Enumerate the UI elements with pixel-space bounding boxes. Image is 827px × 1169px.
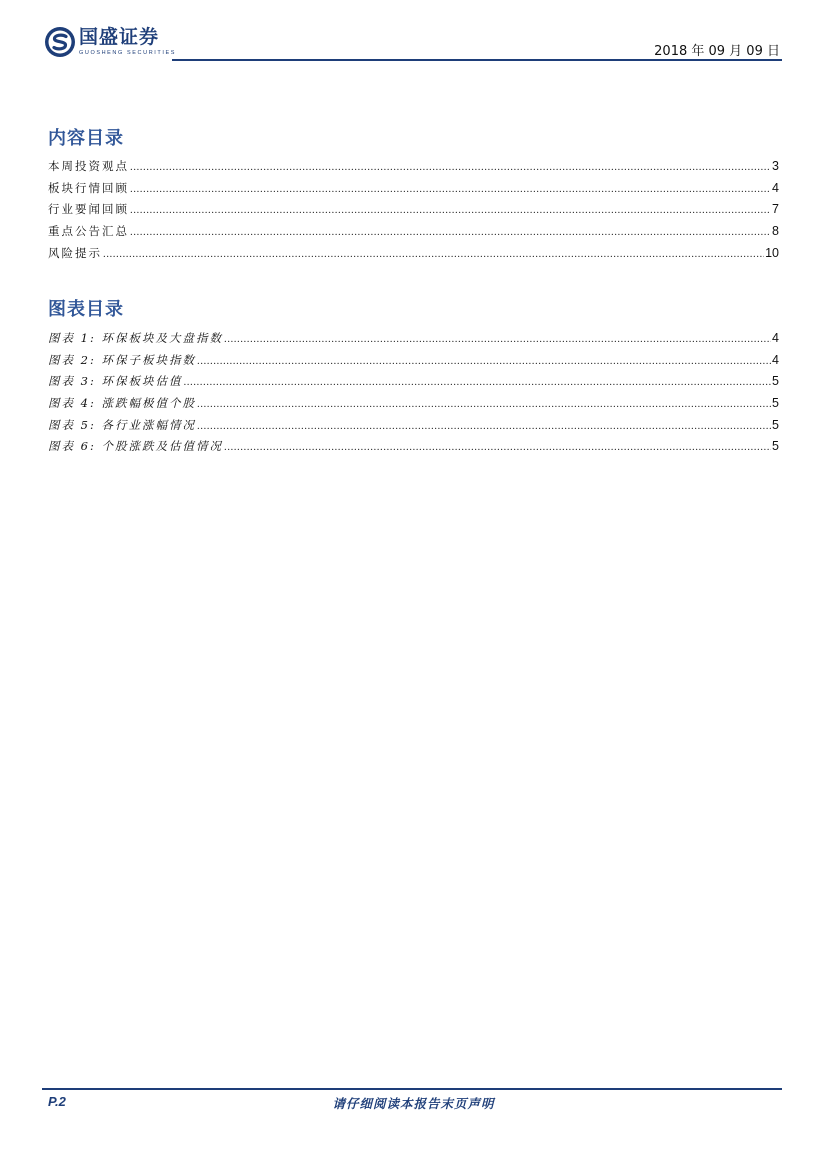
footer-divider <box>42 1088 782 1090</box>
toc-item[interactable] <box>48 201 779 223</box>
company-logo <box>44 26 176 58</box>
toc-item-label: 重点公告汇总 <box>48 224 129 239</box>
figures-list <box>48 330 779 460</box>
toc-item-page: 3 <box>772 159 779 173</box>
footer-disclaimer: 请仔细阅读本报告末页声明 <box>332 1096 495 1111</box>
page-header <box>42 26 782 62</box>
figure-item[interactable] <box>48 352 779 374</box>
toc-item-page: 8 <box>772 224 779 239</box>
figure-item[interactable] <box>48 417 779 439</box>
figure-item-label: 图表 4: 涨跌幅极值个股 <box>48 396 197 411</box>
footer-page-number: P.2 <box>48 1094 66 1109</box>
figure-item[interactable] <box>48 373 779 395</box>
figure-item-label: 图表 2: 环保子板块指数 <box>48 352 197 367</box>
contents-title: 内容目录 <box>48 128 124 149</box>
header-divider <box>172 59 782 61</box>
toc-item-label: 风险提示 <box>48 245 102 260</box>
toc-leader <box>184 376 772 388</box>
figure-item-label: 图表 5: 各行业涨幅情况 <box>48 417 197 432</box>
toc-item[interactable] <box>48 180 779 202</box>
toc-item[interactable] <box>48 158 779 180</box>
logo-text-en: GUOSHENG SECURITIES <box>79 50 177 56</box>
logo-icon <box>44 26 76 58</box>
figure-item[interactable] <box>48 330 779 352</box>
figure-item-page: 5 <box>772 374 779 389</box>
figure-item[interactable] <box>48 395 779 417</box>
toc-leader <box>130 183 771 195</box>
figure-item-label: 图表 1: 环保板块及大盘指数 <box>48 331 224 345</box>
toc-item-label: 本周投资观点 <box>48 159 129 173</box>
figures-title: 图表目录 <box>48 299 124 320</box>
report-date: 2018 年 09 月 09 日 <box>654 44 780 59</box>
contents-list <box>48 158 779 266</box>
figure-item[interactable] <box>48 438 779 460</box>
figure-item-page: 5 <box>772 396 779 411</box>
toc-leader <box>197 355 771 367</box>
toc-leader <box>130 161 771 173</box>
toc-leader <box>224 441 771 453</box>
toc-leader <box>130 226 771 238</box>
toc-item-page: 7 <box>772 202 779 217</box>
toc-leader <box>197 398 771 410</box>
toc-leader <box>103 248 764 260</box>
figure-item-page: 5 <box>772 417 779 432</box>
toc-leader <box>197 420 771 432</box>
toc-item-page: 4 <box>772 180 779 195</box>
toc-leader <box>224 333 771 345</box>
figure-item-label: 图表 6: 个股涨跌及估值情况 <box>48 439 224 454</box>
logo-text-cn: 国盛证券 <box>79 26 160 48</box>
toc-item-label: 板块行情回顾 <box>48 180 129 195</box>
toc-item-label: 行业要闻回顾 <box>48 202 129 217</box>
toc-item-page: 10 <box>765 245 779 260</box>
figure-item-page: 5 <box>772 439 779 454</box>
figure-item-page: 4 <box>772 352 779 367</box>
figure-item-label: 图表 3: 环保板块估值 <box>48 374 183 389</box>
figure-item-page: 4 <box>772 331 779 345</box>
toc-item[interactable] <box>48 223 779 245</box>
toc-item[interactable] <box>48 245 779 267</box>
toc-leader <box>130 204 771 216</box>
